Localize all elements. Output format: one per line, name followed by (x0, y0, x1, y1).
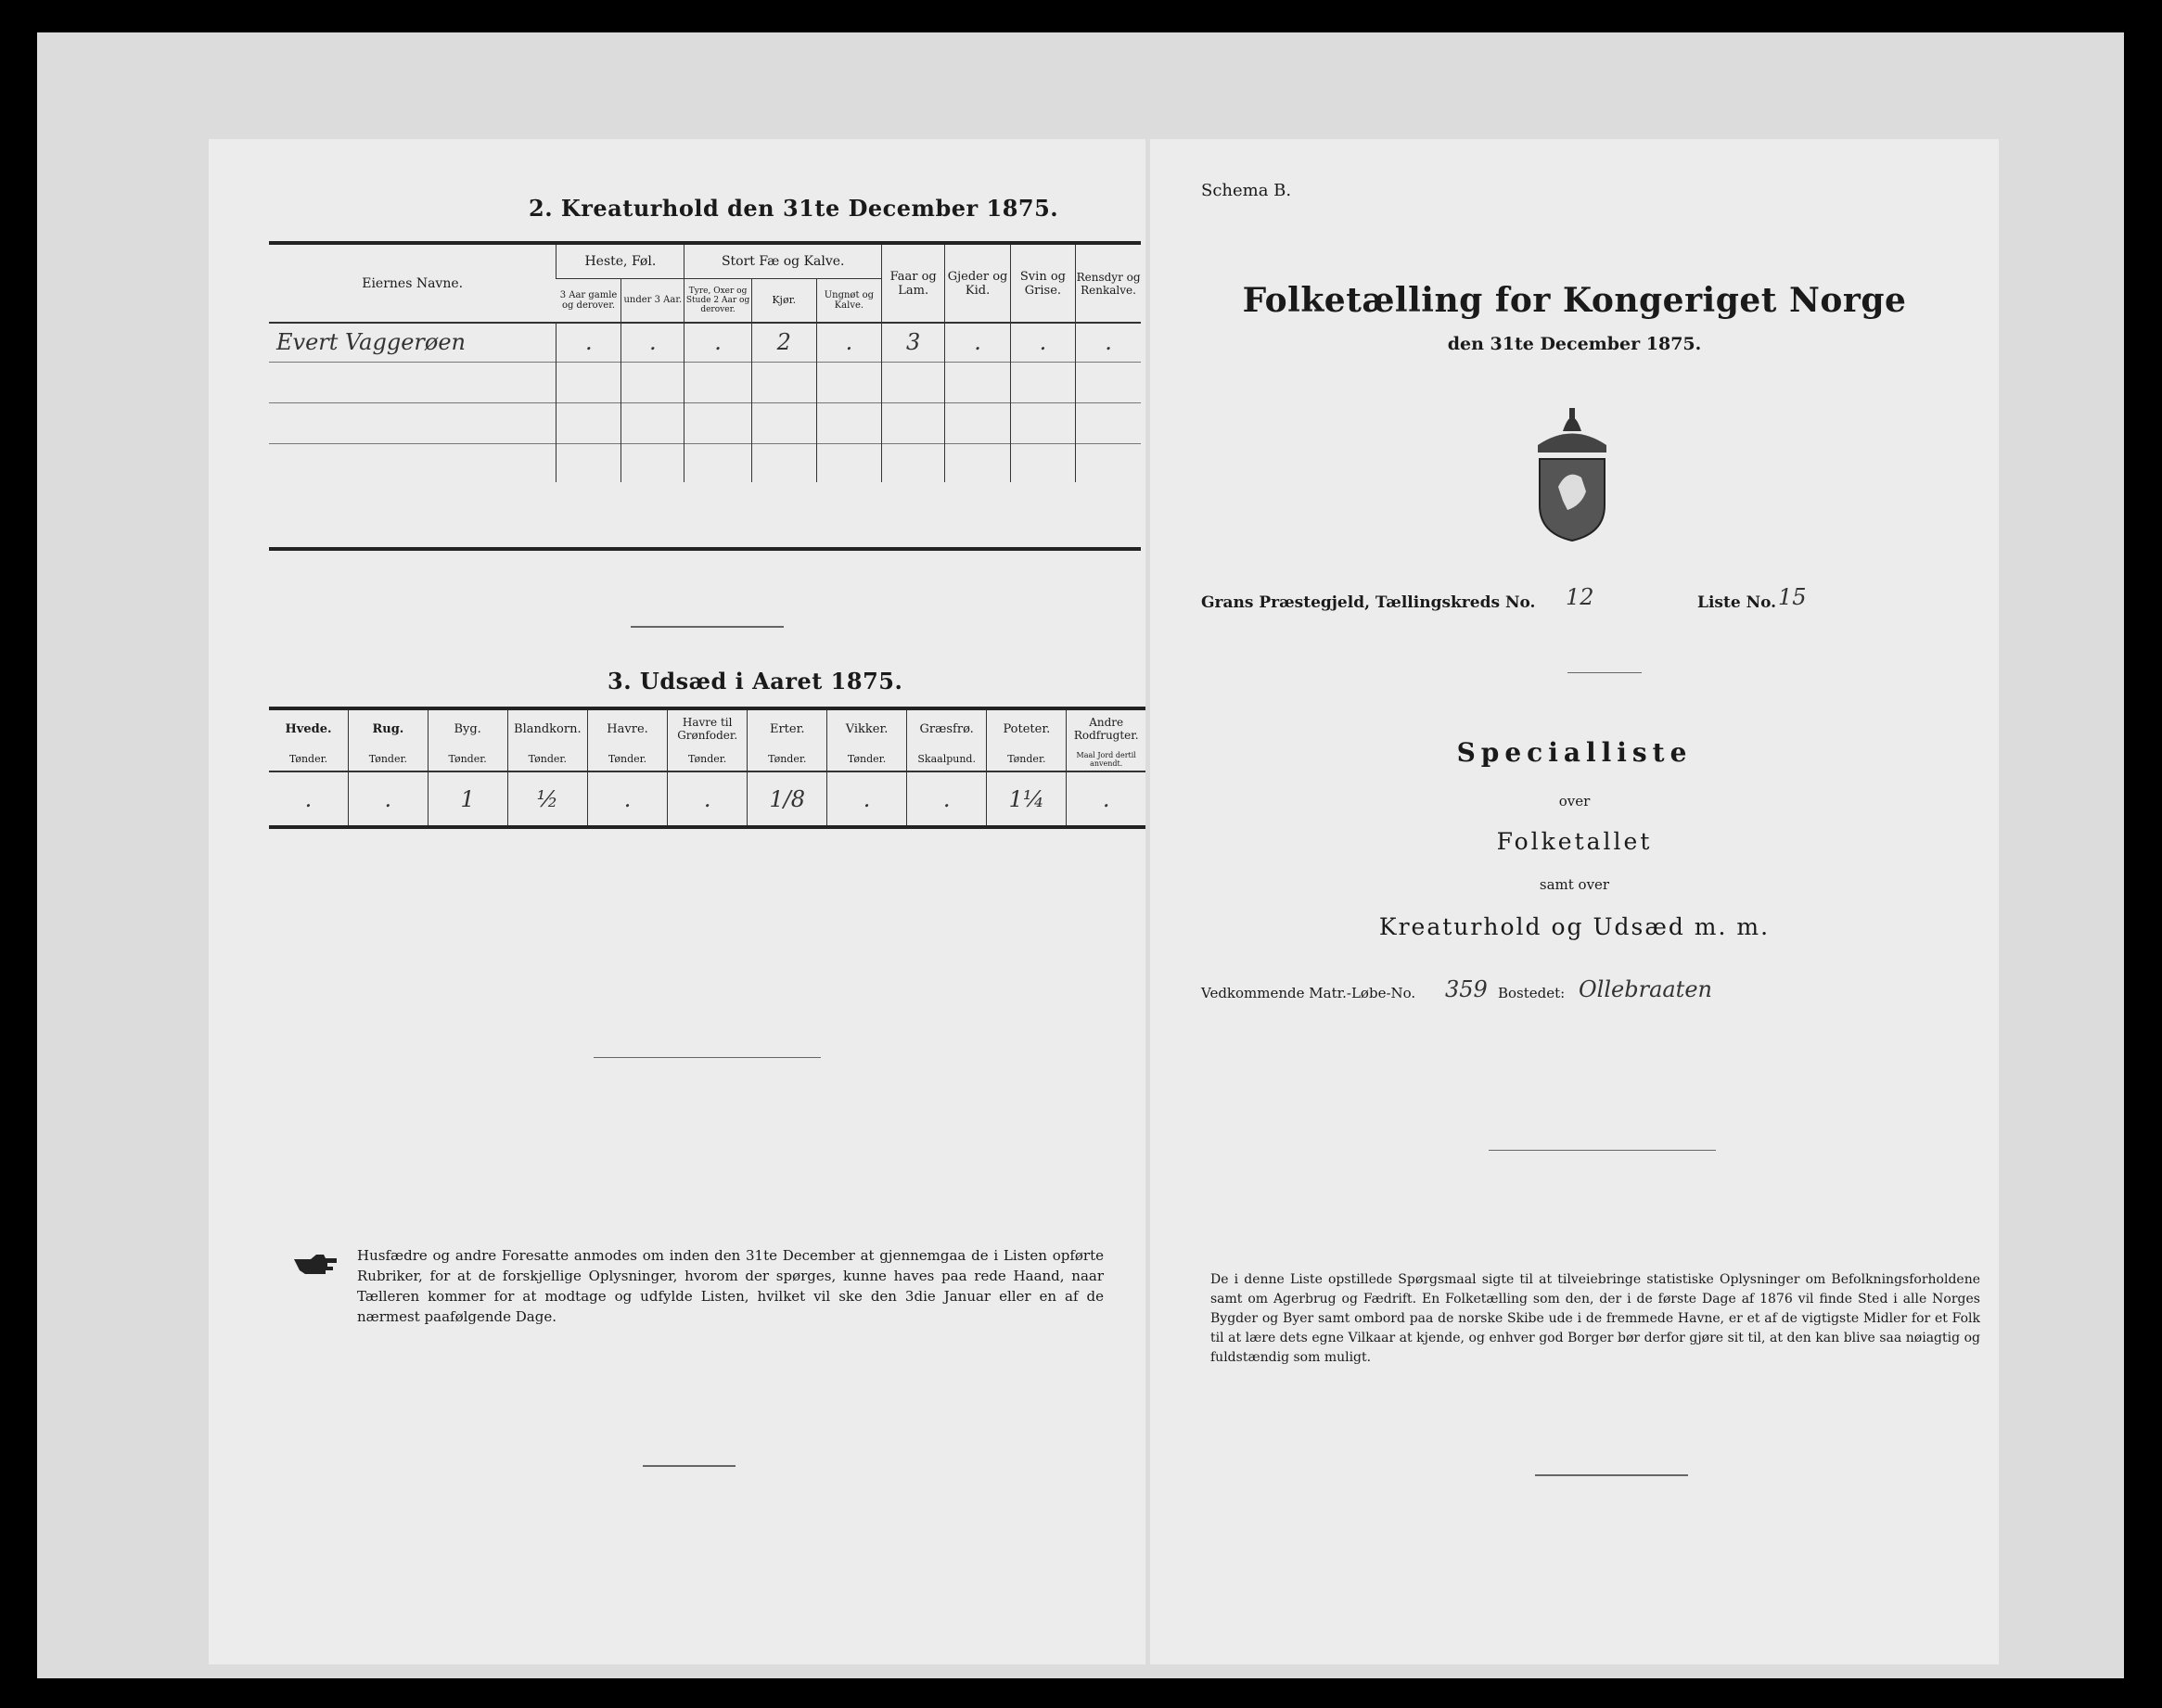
goats-header: Gjeder og Kid. (945, 245, 1010, 323)
table3-bottom-rule (269, 825, 1145, 829)
sowing-value: . (304, 785, 313, 812)
sowing-value: 1 (428, 771, 507, 825)
right-page (1150, 139, 1999, 1664)
cell-sheep: 3 (882, 323, 945, 362)
kreds-number: 12 (1566, 584, 1594, 610)
pigs-header: Svin og Grise. (1010, 245, 1075, 323)
cell-goats: . (945, 323, 1010, 362)
sowing-header: Poteter. (987, 710, 1067, 747)
sowing-value: . (588, 771, 668, 825)
divider (1489, 1150, 1716, 1151)
scan-frame (37, 32, 2124, 1678)
pointing-hand-icon (292, 1252, 339, 1278)
sowing-value: 1/8 (748, 771, 827, 825)
sowing-unit: Tønder. (748, 747, 827, 771)
parish-label: Grans Præstegjeld, Tællingskreds No. (1201, 593, 1536, 612)
divider (643, 1465, 736, 1467)
census-date: den 31te December 1875. (1447, 334, 1702, 354)
sowing-value: . (667, 771, 747, 825)
sowing-header: Vikker. (827, 710, 907, 747)
cattle-b-header: Kjør. (751, 278, 816, 323)
cattle-a-header: Tyre, Oxer og Stude 2 Aar og derover. (684, 278, 751, 323)
over-text: over (1558, 793, 1591, 809)
coat-of-arms-icon (1530, 403, 1614, 542)
divider (1567, 672, 1642, 673)
divider (594, 1057, 821, 1058)
liste-label: Liste No. (1697, 593, 1777, 612)
reindeer-header: Rensdyr og Renkalve. (1076, 245, 1141, 323)
sowing-unit: Tønder. (507, 747, 588, 771)
section-2-title: 2. Kreaturhold den 31te December 1875. (529, 195, 1059, 222)
matr-label: Vedkommende Matr.-Løbe-No. (1201, 985, 1416, 1001)
cell-cattle-b: 2 (751, 323, 816, 362)
cattle-header: Stort Fæ og Kalve. (684, 245, 882, 278)
cell-horses-b: . (621, 323, 684, 362)
sowing-header: Havre til Grønfoder. (667, 710, 747, 747)
sowing-header: Græsfrø. (907, 710, 987, 747)
cell-cattle-c: . (816, 323, 881, 362)
horses-b-header: under 3 Aar. (621, 278, 684, 323)
table-row (269, 323, 1141, 362)
sowing-table (269, 710, 1145, 825)
sowing-unit: Tønder. (667, 747, 747, 771)
cell-reindeer: . (1076, 323, 1141, 362)
sheep-header: Faar og Lam. (882, 245, 945, 323)
sowing-header: Byg. (428, 710, 507, 747)
sowing-unit: Tønder. (987, 747, 1067, 771)
sowing-header: Erter. (748, 710, 827, 747)
sowing-header: Hvede. (285, 721, 332, 736)
sowing-value: . (827, 771, 907, 825)
cell-cattle-a: . (684, 323, 751, 362)
kreaturhold-heading: Kreaturhold og Udsæd m. m. (1378, 913, 1771, 940)
owner-name: Evert Vaggerøen (276, 329, 466, 356)
sowing-unit: Maal Jord dertil anvendt. (1067, 747, 1145, 771)
divider (1535, 1474, 1688, 1476)
horses-a-header: 3 Aar gamle og derover. (559, 289, 618, 311)
matr-number: 359 (1445, 976, 1488, 1002)
sowing-value: . (907, 771, 987, 825)
sowing-unit: Tønder. (349, 747, 429, 771)
sowing-unit: Tønder. (588, 747, 668, 771)
notice-text: Husfædre og andre Foresatte anmodes om inden den 31te December at gjennemgaa de i Listen opførte Rubriker, for at de forskjellige Oplysninger, hvorom der spørges, kunne haves paa rede Haand, naar Tælleren kommer for at modtage og udfylde Listen, hvilket vil ske den 3die Januar eller en af de nærmest paafølgende Dage. (357, 1247, 1104, 1325)
section-3-title: 3. Udsæd i Aaret 1875. (608, 668, 903, 695)
left-page (209, 139, 1145, 1664)
horses-header: Heste, Føl. (556, 245, 684, 278)
cattle-c-header: Ungnøt og Kalve. (816, 278, 881, 323)
sowing-units-row (269, 747, 1145, 771)
table-row (269, 402, 1141, 443)
divider (631, 626, 784, 628)
cell-horses-a: . (556, 323, 621, 362)
sowing-unit: Tønder. (827, 747, 907, 771)
table-row (269, 771, 1145, 825)
sowing-header: Havre. (588, 710, 668, 747)
census-title: Folketælling for Kongeriget Norge (1242, 281, 1907, 320)
owner-header: Eiernes Navne. (362, 275, 464, 291)
samt-over-text: samt over (1539, 876, 1610, 893)
sowing-value: . (349, 771, 429, 825)
sowing-unit: Skaalpund. (907, 747, 987, 771)
sowing-value: 1¼ (987, 771, 1067, 825)
sowing-value: ½ (507, 771, 588, 825)
livestock-table (269, 245, 1141, 482)
sowing-header: Andre Rodfrugter. (1067, 710, 1145, 747)
sowing-header: Blandkorn. (507, 710, 588, 747)
table2-bottom-rule (269, 547, 1141, 551)
bosted-label: Bostedet: (1498, 985, 1566, 1001)
table-row (269, 443, 1141, 482)
liste-number: 15 (1778, 584, 1807, 610)
sowing-header-row (269, 710, 1145, 747)
sowing-unit: Tønder. (428, 747, 507, 771)
table-row (269, 362, 1141, 402)
cell-pigs: . (1010, 323, 1075, 362)
sowing-value: . (1067, 771, 1145, 825)
bosted-value: Ollebraaten (1579, 976, 1712, 1002)
sowing-header: Rug. (349, 710, 429, 747)
specialliste-heading: Specialliste (1456, 737, 1693, 768)
folketallet-heading: Folketallet (1496, 828, 1653, 855)
sowing-unit: Tønder. (288, 753, 328, 765)
schema-label: Schema B. (1201, 181, 1292, 200)
intro-paragraph: De i denne Liste opstillede Spørgsmaal sigte til at tilveiebringe statistiske Oplysninger om Befolkningsforholdene samt om Agerbrug og Fædrift. En Folketælling som den, der i de første Dage af 1876 vil finde Sted i alle Norges Bygder og Byer samt ombord paa de norske Skibe ude i de fremmede Havne, er et af de vigtigste Midler for et Folk til at lære dets egne Vilkaar at kjende, og enhver god Borger bør derfor gjøre sit til, at den kan blive saa nøiagtig og fuldstændig som muligt. (1210, 1272, 1980, 1365)
